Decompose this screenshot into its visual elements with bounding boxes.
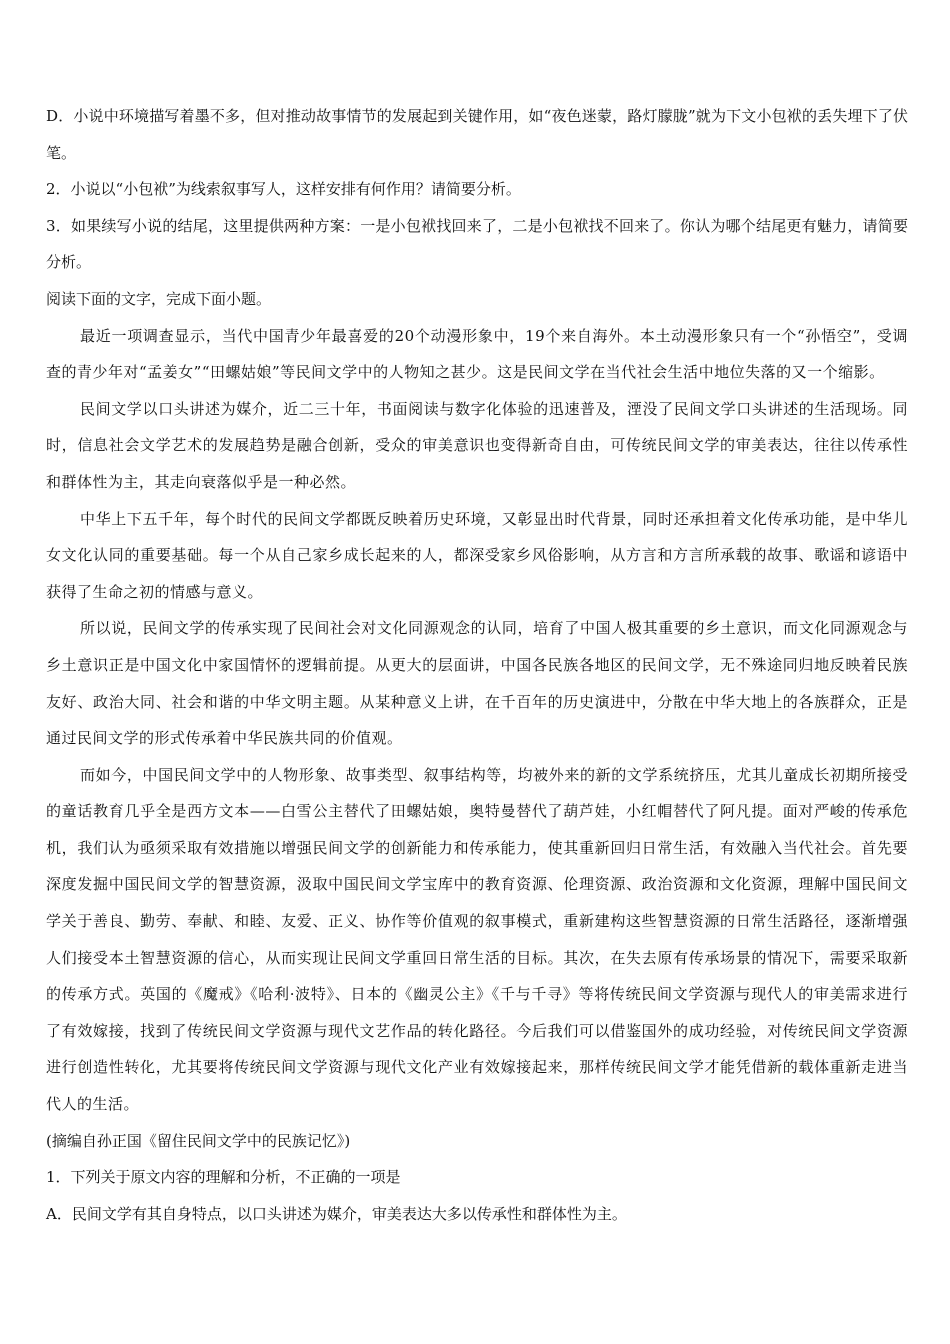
option-a-text: A．民间文学有其自身特点，以口头讲述为媒介，审美表达大多以传承性和群体性为主。: [46, 1204, 627, 1223]
article-paragraph-5: 而如今，中国民间文学中的人物形象、故事类型、叙事结构等，均被外来的新的文学系统挤压，尤其儿童成长初期所接受的童话教育几乎全是西方文本——白雪公主替代了田螺姑娘，奥特曼替代了葫芦娃，小红帽替代了阿凡提。面对严峻的传承危机，我们认为亟须采取有效措施以增强民间文学的创新能力和传承能力，使其重新回归日常生活，有效融入当代社会。首先要深度发掘中国民间文学的智慧资源，汲取中国民间文学宝库中的教育资源、伦理资源、政治资源和文化资源，理解中国民间文学关于善良、勤劳、奉献、和睦、友爱、正义、协作等价值观的叙事模式，重新建构这些智慧资源的日常生活路径，逐渐增强人们接受本土智慧资源的信心，从而实现让民间文学重回日常生活的目标。其次，在失去原有传承场景的情况下，需要采取新的传承方式。英国的《魔戒》《哈利·波特》、日本的《幽灵公主》《千与千寻》等将传统民间文学资源与现代人的审美需求进行了有效嫁接，找到了传统民间文学资源与现代文艺作品的转化路径。今后我们可以借鉴国外的成功经验，对传统民间文学资源进行创造性转化，尤其要将传统民间文学资源与现代文化产业有效嫁接起来，那样传统民间文学才能凭借新的载体重新走进当代人的生活。: [46, 765, 908, 1114]
document-content: [46, 98, 908, 1232]
question-3: 3．如果续写小说的结尾，这里提供两种方案：一是小包袱找回来了，二是小包袱找不回来了。你认为哪个结尾更有魅力，请简要分析。: [46, 216, 908, 272]
article-source: (摘编自孙正国《留住民间文学中的民族记忆》): [46, 1131, 351, 1150]
article-paragraph-2: 民间文学以口头讲述为媒介，近二三十年，书面阅读与数字化体验的迅速普及，湮没了民间文学口头讲述的生活现场。同时，信息社会文学艺术的发展趋势是融合创新，受众的审美意识也变得新奇自由，可传统民间文学的审美表达，往往以传承性和群体性为主，其走向衰落似乎是一种必然。: [46, 399, 908, 491]
option-d-text: D．小说中环境描写着墨不多，但对推动故事情节的发展起到关键作用，如“夜色迷蒙，路灯朦胧”就为下文小包袱的丢失埋下了伏笔。: [46, 107, 908, 162]
article-paragraph-4: 所以说，民间文学的传承实现了民间社会对文化同源观念的认同，培育了中国人极其重要的乡土意识，而文化同源观念与乡土意识正是中国文化中家国情怀的逻辑前提。从更大的层面讲，中国各民族各地区的民间文学，无不殊途同归地反映着民族友好、政治大同、社会和谐的中华文明主题。从某种意义上讲，在千百年的历史演进中，分散在中华大地上的各族群众，正是通过民间文学的形式传承着中华民族共同的价值观。: [46, 619, 908, 748]
article-paragraph-1: 最近一项调查显示，当代中国青少年最喜爱的20个动漫形象中，19个来自海外。本土动漫形象只有一个“孙悟空”，受调查的青少年对“孟姜女”“田螺姑娘”等民间文学中的人物知之甚少。这是民间文学在当代社会生活中地位失落的又一个缩影。: [46, 326, 908, 382]
section-intro: 阅读下面的文字，完成下面小题。: [46, 289, 272, 308]
question-2: 2．小说以“小包袱”为线索叙事写人，这样安排有何作用？请简要分析。: [46, 180, 521, 199]
question-1-stem: 1．下列关于原文内容的理解和分析，不正确的一项是: [46, 1168, 401, 1187]
article-paragraph-3: 中华上下五千年，每个时代的民间文学都既反映着历史环境，又彰显出时代背景，同时还承担着文化传承功能，是中华儿女文化认同的重要基础。每一个从自己家乡成长起来的人，都深受家乡风俗影响，从方言和方言所承载的故事、歌谣和谚语中获得了生命之初的情感与意义。: [46, 509, 908, 601]
